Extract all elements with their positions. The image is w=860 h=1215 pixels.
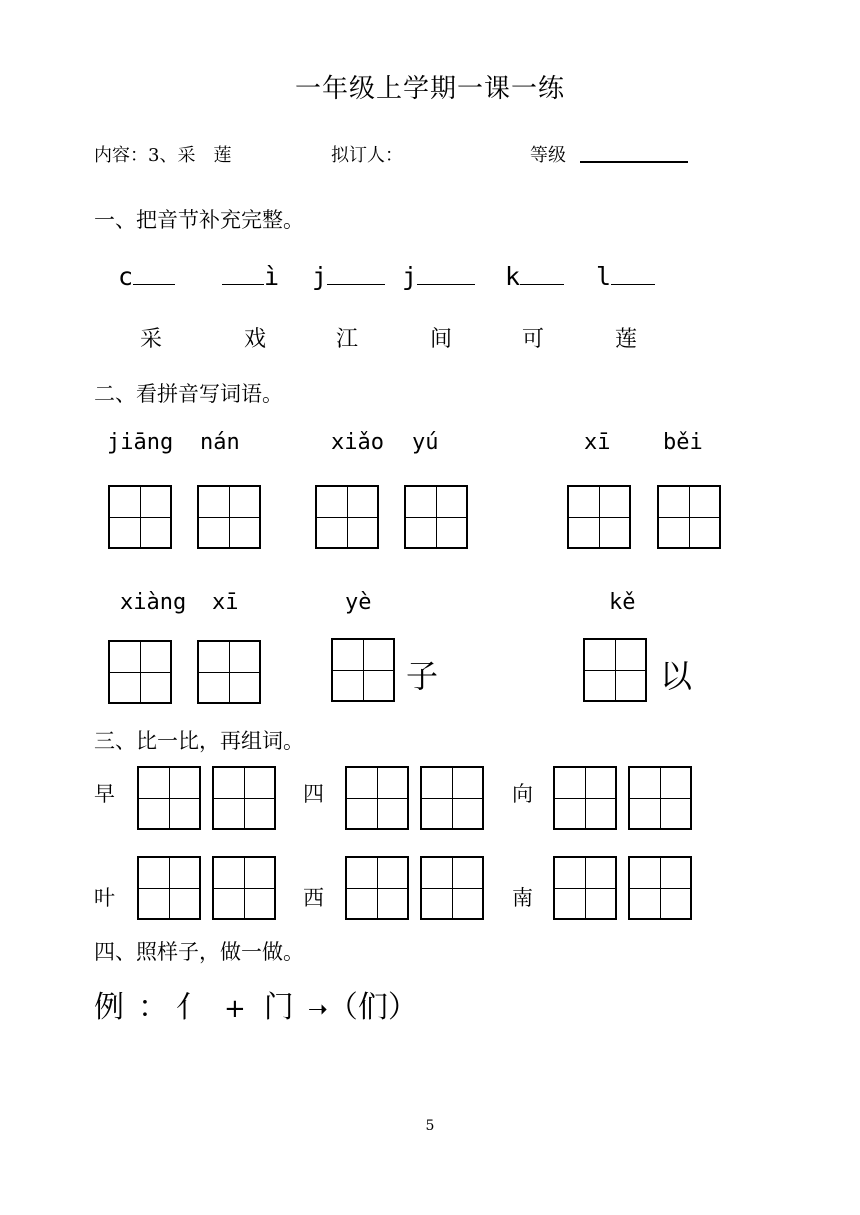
- syllable-initial: j: [402, 262, 418, 291]
- pinyin: yè: [345, 590, 372, 615]
- writing-grid[interactable]: [197, 485, 261, 549]
- syllable-initial: j: [312, 262, 328, 291]
- syllable-blank[interactable]: [327, 284, 385, 285]
- writing-grid[interactable]: [331, 638, 395, 702]
- grade-blank[interactable]: [580, 161, 688, 163]
- writing-grid[interactable]: [404, 485, 468, 549]
- pinyin: xiǎo: [331, 430, 384, 455]
- syllable-blank[interactable]: [520, 284, 564, 285]
- pinyin: xī: [584, 430, 611, 455]
- syllable-item: [402, 262, 475, 291]
- writing-grid[interactable]: [212, 856, 276, 920]
- syllable-item: [118, 262, 175, 291]
- writing-grid[interactable]: [345, 766, 409, 830]
- author-label: 拟订人：: [331, 145, 403, 166]
- writing-grid[interactable]: [583, 638, 647, 702]
- writing-grid[interactable]: [553, 766, 617, 830]
- writing-grid[interactable]: [137, 856, 201, 920]
- radical-glyph: 亻: [176, 990, 206, 1025]
- syllable-blank[interactable]: [133, 284, 175, 285]
- compare-character: 四: [303, 782, 324, 806]
- page-number: 5: [425, 1118, 435, 1134]
- pinyin: kě: [609, 590, 636, 615]
- section-1-heading: 一、把音节补充完整。: [94, 208, 304, 232]
- writing-grid[interactable]: [315, 485, 379, 549]
- writing-grid[interactable]: [197, 640, 261, 704]
- compare-character: 西: [303, 886, 324, 910]
- syllable-item: [312, 262, 385, 291]
- character: 采: [140, 327, 163, 352]
- character: 间: [430, 327, 453, 352]
- syllable-blank[interactable]: [222, 284, 264, 285]
- word-suffix: 子: [406, 657, 439, 695]
- writing-grid[interactable]: [108, 485, 172, 549]
- character: 江: [336, 327, 359, 352]
- writing-grid[interactable]: [420, 766, 484, 830]
- writing-grid[interactable]: [628, 766, 692, 830]
- grade-label: 等级: [530, 145, 566, 166]
- character: 莲: [615, 327, 638, 352]
- section-3-heading: 三、比一比，再组词。: [94, 729, 304, 753]
- syllable-blank[interactable]: [417, 284, 475, 285]
- syllable-item: [596, 262, 655, 291]
- page-title: 一年级上学期一课一练: [294, 74, 565, 104]
- writing-grid[interactable]: [345, 856, 409, 920]
- syllable-initial: k: [505, 262, 521, 291]
- word-suffix: 以: [660, 657, 693, 695]
- character: 戏: [244, 327, 267, 352]
- pinyin: běi: [663, 430, 703, 455]
- example-label: 例: [94, 990, 124, 1025]
- writing-grid[interactable]: [628, 856, 692, 920]
- example-line: [94, 982, 418, 1026]
- compare-character: 向: [512, 782, 533, 806]
- writing-grid[interactable]: [137, 766, 201, 830]
- character: 可: [522, 327, 545, 352]
- compare-character: 早: [94, 782, 115, 806]
- example-result: （们）: [327, 990, 418, 1025]
- writing-grid[interactable]: [553, 856, 617, 920]
- arrow-icon: ➝: [307, 995, 328, 1023]
- pinyin: xī: [212, 590, 239, 615]
- pinyin: jiāng: [107, 430, 174, 455]
- plus-sign: +: [224, 994, 246, 1024]
- syllable-item: [505, 262, 564, 291]
- writing-grid[interactable]: [212, 766, 276, 830]
- section-4-heading: 四、照样子，做一做。: [94, 940, 304, 964]
- syllable-blank[interactable]: [611, 284, 655, 285]
- compare-character: 叶: [94, 886, 115, 910]
- writing-grid[interactable]: [420, 856, 484, 920]
- component-glyph: 门: [263, 990, 294, 1025]
- syllable-final: ì: [264, 262, 280, 291]
- section-2-heading: 二、看拼音写词语。: [94, 382, 283, 406]
- writing-grid[interactable]: [657, 485, 721, 549]
- syllable-item: [222, 262, 279, 291]
- pinyin: xiàng: [120, 590, 187, 615]
- lesson-content-label: 内容：3、采 莲: [94, 145, 232, 166]
- writing-grid[interactable]: [108, 640, 172, 704]
- pinyin: nán: [200, 430, 240, 455]
- pinyin: yú: [412, 430, 439, 455]
- compare-character: 南: [512, 886, 533, 910]
- example-colon: ：: [138, 990, 168, 1025]
- writing-grid[interactable]: [567, 485, 631, 549]
- syllable-initial: l: [596, 262, 612, 291]
- syllable-initial: c: [118, 262, 134, 291]
